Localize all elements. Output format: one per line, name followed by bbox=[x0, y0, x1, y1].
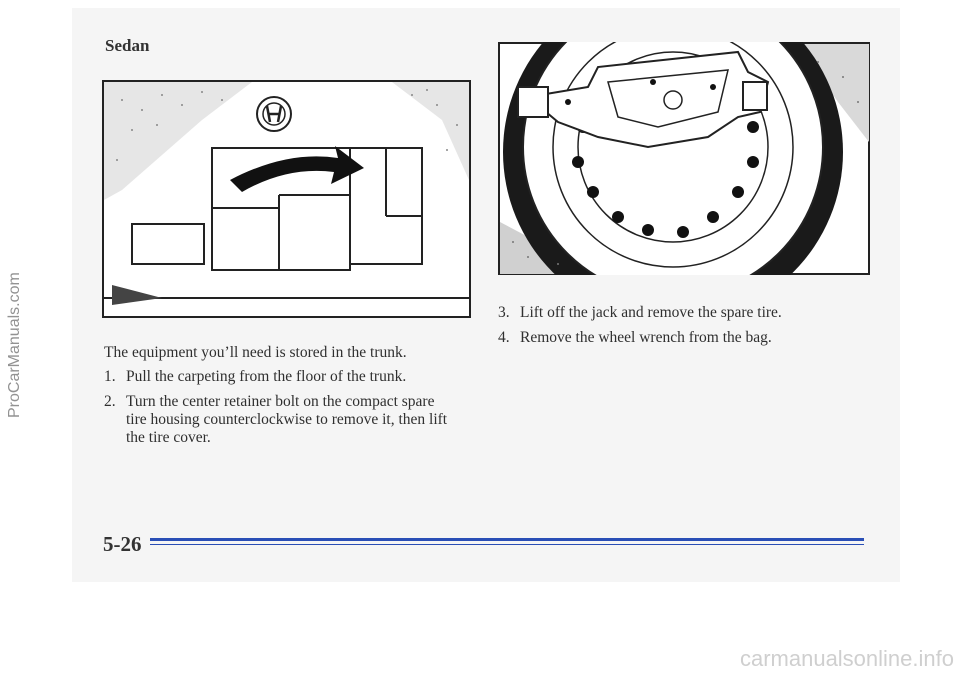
step-text: tire housing counterclockwise to remove it, then lift bbox=[126, 411, 448, 428]
step-number: 2. bbox=[104, 393, 116, 410]
intro-text: The equipment you’ll need is stored in the trunk. bbox=[104, 344, 407, 361]
footer-rule bbox=[150, 538, 864, 541]
page-number: 5-26 bbox=[103, 532, 142, 556]
step-number: 1. bbox=[104, 368, 116, 385]
step-text: Lift off the jack and remove the spare tire. bbox=[520, 304, 782, 321]
step-2 bbox=[104, 392, 484, 452]
step-text: Pull the carpeting from the floor of the trunk. bbox=[126, 368, 407, 385]
step-number: 4. bbox=[498, 329, 510, 346]
footer-rule-thin bbox=[150, 544, 864, 545]
jack-spare-tire-illustration bbox=[498, 42, 870, 275]
watermark: ProCarManuals.com bbox=[6, 272, 23, 418]
step-text: the tire cover. bbox=[126, 429, 211, 446]
trunk-illustration bbox=[102, 80, 471, 318]
site-footer: carmanualsonline.info bbox=[739, 646, 954, 671]
step-number: 3. bbox=[498, 304, 510, 321]
step-text: Remove the wheel wrench from the bag. bbox=[520, 329, 772, 346]
step-text: Turn the center retainer bolt on the compact spare bbox=[126, 393, 435, 410]
section-heading: Sedan bbox=[105, 36, 150, 55]
